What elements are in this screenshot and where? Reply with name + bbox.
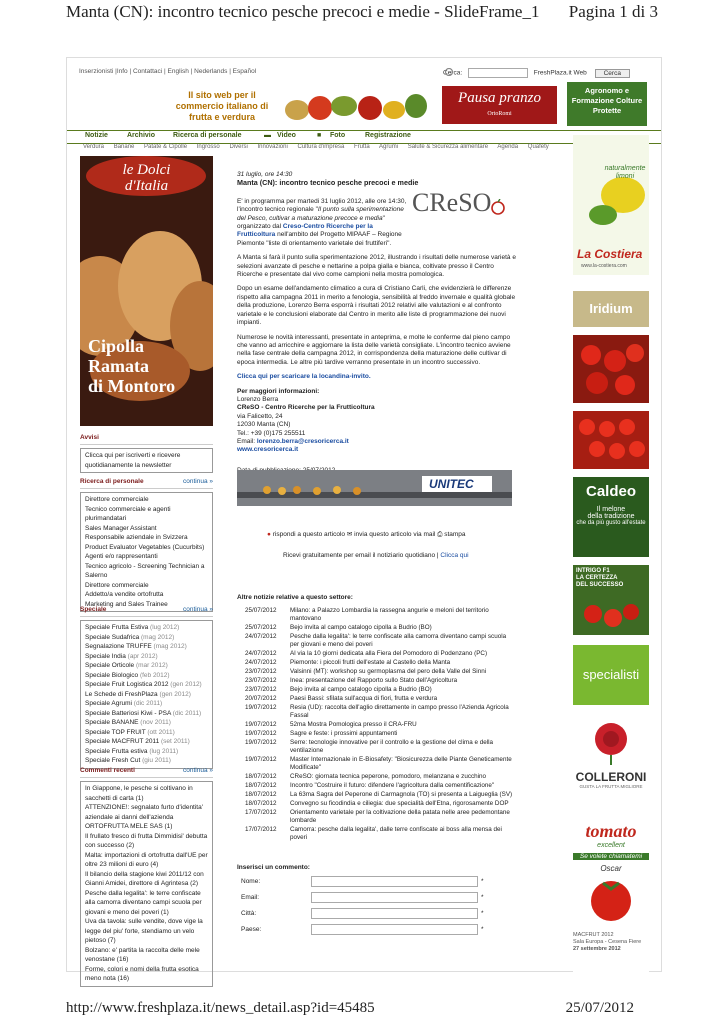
list-item[interactable]: 24/07/2012 Pesche dalla legalita': le terre confiscate alla camorra diventano campi scuola per giovani e meno dei poveri (245, 633, 507, 648)
list-item[interactable]: 19/07/2012 Sagre e feste: i prossimi appuntamenti (245, 730, 398, 737)
print-link[interactable]: stampa (444, 531, 466, 538)
website-link[interactable]: www.cresoricerca.it (237, 446, 299, 454)
pausa-pranzo-banner[interactable] (442, 86, 557, 124)
paese-label: Paese: (241, 926, 262, 933)
list-item[interactable]: Speciale Frutta Estiva (lug 2012) (85, 624, 180, 631)
list-item[interactable]: Sales Manager Assistant (85, 524, 157, 532)
dolci-line-2: Ramata (88, 356, 149, 376)
tomato-ad-1[interactable] (573, 335, 649, 403)
article-paragraph-1: E' in programma per martedi 31 luglio 2012, alle ore 14:30, l'incontro tecnico regionale "Il punto sulla sperimentazione del Pesco, cultivar a maturazione precoce e media" organizzato dal Creso-Centro Ricerche per la Frutticoltura nell'ambito del Progetto MIPAAF – Regione Piemonte "liste di orientamento varietale dei fruttiferi". (237, 197, 407, 247)
list-item[interactable]: 19/07/2012 52ma Mostra Pomologica presso il CRA-FRU (245, 721, 417, 728)
list-item[interactable]: Speciale Biologico (feb 2012) (85, 671, 170, 679)
caldeo-line-2: della tradizione (587, 513, 635, 520)
nav-foto[interactable]: Foto (330, 132, 346, 139)
nome-input[interactable] (311, 876, 478, 887)
list-item[interactable]: Agenti e/o rappresentanti (85, 553, 158, 560)
agronomo-banner[interactable] (567, 82, 647, 126)
list-item[interactable]: 23/07/2012 Inea: presentazione del Rapporto sullo Stato dell'Agricoltura (245, 677, 458, 684)
radio-web[interactable] (445, 68, 453, 76)
list-item[interactable]: Il frullato fresco di frutta Dimmidisi' debutta con successo (2) (85, 832, 208, 849)
agro-line-2: Formazione Colture (571, 96, 643, 105)
nome-required: * (481, 878, 484, 885)
costiera-ad[interactable] (573, 135, 649, 275)
colleroni-brand: COLLERONI (575, 770, 647, 784)
subnav-frutta[interactable]: Frutta (354, 144, 370, 150)
list-item[interactable]: Speciale Frutta estiva (lug 2011) (85, 747, 179, 755)
radio-freshplaza-label: FreshPlaza.it (533, 69, 572, 77)
specialisti-ad[interactable]: specialisti (573, 645, 649, 705)
list-item[interactable]: Direttore commerciale (85, 581, 149, 589)
list-item[interactable]: 18/07/2012 Incontro "Costruire il futuro: difendere l'agricoltura dalla cementificazione" (245, 782, 495, 789)
colleroni-ad[interactable] (573, 719, 649, 799)
list-item[interactable]: Direttore commerciale (85, 496, 149, 503)
caldeo-ad[interactable] (573, 477, 649, 557)
list-item[interactable]: Product Evaluator Vegetables (Cucurbits) (85, 543, 205, 551)
tomatoes-illustration (573, 592, 649, 638)
list-item[interactable]: Tecnico agricolo - Screening Technician a Salerno (85, 562, 205, 579)
tomato-icon (581, 873, 641, 923)
list-item[interactable]: ATTENZIONE!: segnalato furto d'identita' aziendale ai danni dell'azienda ORTOFRUTTA MELE SAS (1) (85, 804, 203, 830)
list-item[interactable]: Speciale Fruit Logistica 2012 (gen 2012) (85, 681, 202, 688)
locandina-link[interactable]: Clicca qui per scaricare la locandina-invito. (237, 373, 371, 381)
pausa-sub: OrtoRomi (487, 111, 512, 117)
print-icon: ⎙ (437, 531, 443, 538)
site-tagline: Il sito web per il commercio italiano di frutta e verdura (175, 90, 269, 122)
list-item[interactable]: Addetto/a vendite ortofrutta (85, 591, 164, 598)
camera-icon: ■ (317, 132, 322, 139)
subnav-patate[interactable]: Patate & Cipolle (144, 144, 188, 150)
freshplaza-page (66, 57, 662, 982)
subnav-agenda[interactable]: Agenda (497, 144, 519, 150)
list-item[interactable]: 18/07/2012 Convegno su ficodindia e ciliegia: due specialità dell'Etna, rigorosamente DOP (245, 800, 509, 807)
list-item[interactable]: 19/07/2012 Master Internazionale in E-Biosafety: "Biosicurezza delle Piante Geneticamente Modificate" (245, 756, 512, 771)
subnav-diversi[interactable]: Diversi (229, 144, 248, 150)
nav-registrazione[interactable]: Registrazione (365, 132, 411, 139)
costiera-url: www.la-costiera.com (581, 263, 627, 269)
article-paragraph-2: A Manta si farà il punto sulla sperimentazione 2012, illustrando i risultati delle numerose varietà e selezioni avanzate di pesche e nettarine a polpa gialla e bianca, coltivate presso il Centro Ricerche e presentate dal vivo come campioni nella mostra pomologica. (237, 254, 516, 279)
dolci-brand-1: le Dolci (122, 162, 171, 178)
subnav-innovazioni[interactable]: Innovazioni (257, 144, 288, 150)
colleroni-tagline: GUSTA LA FRUTTA MIGLIORE (579, 784, 643, 789)
newsletter-line (283, 552, 469, 559)
nav-ricerca-personale[interactable]: Ricerca di personale (173, 132, 242, 139)
speciale-title: Speciale (80, 606, 107, 613)
tomato-slogan: Se volete chiamatemi (573, 853, 649, 860)
tomato-oscar: Oscar (600, 864, 622, 873)
list-item[interactable]: Speciale Sudafrica (mag 2012) (85, 633, 175, 641)
caldeo-line-3: che da più gusto all'estate (576, 520, 646, 526)
agro-line-3: Protette (592, 106, 622, 115)
personale-box (80, 478, 213, 612)
list-item[interactable]: Speciale MACFRUT 2011 (set 2011) (85, 738, 190, 745)
list-item[interactable]: Speciale BANANE (nov 2011) (85, 719, 171, 726)
commenti-title: Commenti recenti (80, 767, 135, 774)
macfrut-line-3: 27 settembre 2012 (573, 946, 621, 952)
subnav-banane[interactable]: Banane (113, 144, 135, 150)
tomatoes-illustration (573, 411, 649, 469)
article-title: Manta (CN): incontro tecnico pesche precoci e medie (237, 178, 419, 188)
list-item[interactable]: 23/07/2012 Valsinni (MT): workshop su germoplasma del pero della Valle del Sinni (245, 668, 487, 675)
iridium-ad[interactable]: Iridium (573, 291, 649, 327)
intrigo-line-3: DEL SUCCESSO (576, 582, 624, 588)
article (237, 171, 517, 481)
list-item[interactable]: 20/07/2012 Paesi Bassi: sfilata sull'acqua di fiori, frutta e verdura (245, 695, 438, 702)
list-item[interactable]: 17/07/2012 Camorra: pesche dalla legalita', dalle terre confiscate ai boss alla mensa dei poveri (245, 826, 502, 841)
avvisi-newsletter-link[interactable]: Clicca qui per iscriverti e ricevere quotidianamente la newsletter (80, 448, 213, 473)
macfrut-line-1: MACFRUT 2012 (573, 932, 614, 938)
list-item[interactable]: Il bilancio della stagione kiwi 2011/12 con Gianni Amidei, direttore di Agrintesa (2) (85, 870, 204, 887)
mail-link[interactable]: invia questo articolo via mail (354, 531, 436, 538)
list-item[interactable]: Speciale Batteriosi Kiwi - PSA (dic 2011) (85, 709, 202, 717)
video-icon: ▬ (264, 132, 271, 139)
mail-icon: ✉ (346, 531, 353, 538)
list-item[interactable]: Tecnico commerciale e agenti plurimandatari (85, 505, 171, 522)
article-paragraph-3: Dopo un esame dell'andamento climatico a cura di Cristiano Carli, che evidenzierà le differenze rispetto alla campagna 2011 in merito a fenologia, sensibilità al freddo invernale e qualità globale della produzione, Lorenzo Berra esporrà i risultati 2012 relativi alle valutazioni e al confronto varietale e le conclusioni elaborate dal Centro in merito alle liste di programmazione dei nuovi impianti. (237, 285, 516, 327)
reply-icon: ● (267, 531, 271, 538)
list-item[interactable]: 18/07/2012 La 63ma Sagra del Peperone di Carmagnola (TO) si presenta a Laigueglia (SV) (245, 791, 513, 798)
list-item[interactable]: Responsabile aziendale in Svizzera (85, 534, 188, 541)
search-input[interactable] (468, 68, 528, 78)
personale-title: Ricerca di personale (80, 478, 144, 485)
pausa-title: Pausa pranzo (458, 90, 541, 106)
list-item[interactable]: 25/07/2012 Milano: a Palazzo Lombardia la rassegna angurie e meloni del territorio mantovano (245, 607, 489, 622)
tomato-brand: tomato (585, 821, 637, 841)
altre-list (245, 607, 515, 843)
nav-video[interactable]: Video (277, 132, 296, 139)
nav-notizie[interactable]: Notizie (85, 132, 108, 139)
comment-form-title: Inserisci un commento: (237, 864, 310, 871)
tomato-sub: excellent (597, 842, 625, 849)
personale-more-link[interactable]: continua » (183, 478, 213, 485)
vegetables-banner[interactable] (282, 84, 432, 124)
subnav-agrumi[interactable]: Agrumi (379, 144, 399, 150)
commenti-list (80, 781, 213, 987)
subnav-ingrosso[interactable]: Ingrosso (196, 144, 220, 150)
altre-title: Altre notizie relative a questo settore: (237, 594, 353, 601)
list-item[interactable]: 25/07/2012 Bejo invita al campo catalogo cipolla a Budrio (BO) (245, 624, 432, 631)
avvisi-title: Avvisi (80, 434, 99, 441)
intrigo-ad[interactable] (573, 565, 649, 635)
print-url: http://www.freshplaza.it/news_detail.asp?id=45485 (66, 1000, 375, 1016)
search-button[interactable]: Cerca (595, 69, 630, 78)
list-item[interactable]: 24/07/2012 Piemonte: i piccoli frutti dell'estate al Castello della Manta (245, 659, 451, 666)
newsletter-click-link[interactable]: Clicca qui (440, 552, 469, 559)
rose-icon (581, 719, 641, 765)
paese-required: * (481, 926, 484, 933)
costiera-slogan: naturalmente limoni (604, 165, 646, 180)
citta-input[interactable] (311, 908, 478, 919)
article-paragraph-4: Numerose le novità interessanti, presentate in anteprima, e molte le conferme dal pieno campo che vanno ad arricchire e aggiornare la lista delle varietà consigliate. L'incontro tecnico avviene nella fase centrale della campagna 2012, in corrispondenza della maturazione delle cultivar di epoca intermedia. Le altre più tardive verranno presentate in un incontro successivo. (237, 333, 511, 366)
top-links[interactable]: Inserzionisti |Info | Contattaci | English | Nederlands | Español (79, 68, 257, 75)
list-item[interactable]: Bolzano: e' partita la raccolta delle mele venostane (16) (85, 946, 200, 963)
email-label: Email: (241, 894, 260, 901)
list-item[interactable]: Forme, colori e nomi della frutta esotica meno nota (16) (85, 965, 199, 982)
print-date: 25/07/2012 (565, 1000, 634, 1016)
list-item[interactable]: Segnalazione TRUFFE (mag 2012) (85, 643, 187, 650)
tomatoes-illustration (573, 335, 649, 403)
print-page-number: Pagina 1 di 3 (568, 2, 658, 21)
nav-archivio[interactable]: Archivio (127, 132, 156, 139)
tomato-oscar-ad[interactable] (573, 813, 649, 973)
intrigo-line-2: LA CERTEZZA (576, 575, 618, 581)
radio-web-label: Web (573, 69, 587, 77)
creso-link[interactable]: Creso-Centro Ricerche per la Frutticoltura (237, 223, 373, 239)
list-item[interactable]: Speciale Orticole (mar 2012) (85, 662, 168, 669)
info-block: Per maggiori informazioni: Lorenzo Berra CReSO - Centro Ricerche per la Frutticoltura via Falicetto, 24 12030 Manta (CN) Tel.: +39 (0)175 255511 Email: lorenzo.berra@cresoricerca.it www.cresoricerca.it (237, 387, 375, 454)
apple-icon (491, 199, 505, 215)
subnav-salute[interactable]: Salute & Sicurezza alimentare (407, 144, 489, 150)
unitec-brand: UNITEC (429, 477, 474, 491)
article-actions (267, 530, 466, 539)
dolci-brand-2: d'Italia (124, 178, 169, 194)
list-item[interactable]: 17/07/2012 Orientamento varietale per la coltivazione della patata nelle aree pedemontane lombarde (245, 809, 510, 824)
speciale-box (80, 606, 213, 769)
commenti-box (80, 767, 213, 987)
newsletter-text: Ricevi gratuitamente per email il notiziario quotidiano | (283, 552, 439, 559)
list-item[interactable]: In Giappone, le pesche si coltivano in sacchetti di carta (1) (85, 785, 193, 802)
search-label: Cerca: (443, 69, 463, 77)
nome-label: Nome: (241, 878, 261, 885)
list-item[interactable]: Le Schede di FreshPlaza (gen 2012) (85, 690, 191, 698)
subnav-cultura[interactable]: Cultura d'impresa (297, 144, 345, 150)
tomato-ad-2[interactable] (573, 411, 649, 469)
print-title: Manta (CN): incontro tecnico pesche precoci e medie - SlideFrame_1 (66, 2, 540, 21)
list-item[interactable]: Speciale Agrumi (dic 2011) (85, 700, 163, 707)
speciale-more-link[interactable]: continua » (183, 606, 213, 613)
unitec-banner[interactable] (237, 470, 512, 506)
list-item[interactable]: Speciale TOP FRUIT (ott 2011) (85, 728, 175, 736)
list-item[interactable]: Speciale India (apr 2012) (85, 652, 158, 660)
article-date: 31 luglio, ore 14:30 (237, 171, 293, 178)
intrigo-line-1: INTRIGO F1 (576, 568, 610, 574)
dolci-italia-ad[interactable] (80, 156, 213, 426)
avvisi-box (80, 434, 213, 473)
macfrut-line-2: Sala Europa - Cesena Fiere (573, 939, 642, 945)
list-item[interactable]: 23/07/2012 Bejo invita al campo catalogo cipolla a Budrio (BO) (245, 686, 432, 693)
creso-logo: CReSO (412, 199, 512, 235)
list-item[interactable]: Malta: importazioni di ortofrutta dall'UE per oltre 23 milioni di euro (4) (85, 851, 208, 868)
agro-line-1: Agronomo e (584, 86, 630, 95)
costiera-brand: La Costiera (577, 247, 643, 261)
caldeo-brand: Caldeo (585, 483, 636, 500)
email-input[interactable] (311, 892, 478, 903)
list-item[interactable]: 19/07/2012 Resia (UD): raccolta dell'aglio direttamente in campo presso l'Azienda Agricola Fassal (245, 704, 509, 719)
list-item[interactable]: 24/07/2012 Al via la 10 giorni dedicata alla Fiera del Pomodoro di Podenzano (PC) (245, 650, 488, 657)
personale-list (80, 492, 213, 612)
citta-label: Città: (241, 910, 257, 917)
speciale-list (80, 620, 213, 769)
subnav-quafety[interactable]: Quafety (527, 144, 549, 150)
dolci-line-3: di Montoro (88, 376, 176, 396)
reply-link[interactable]: rispondi a questo articolo (272, 531, 346, 538)
list-item[interactable]: Uva da tavola: sulle vendite, dove vige la legge del piu' forte, stendiamo un velo pietoso (7) (85, 918, 203, 944)
commenti-more-link[interactable]: continua » (183, 767, 213, 774)
list-item[interactable]: Pesche dalla legalita': le terre confiscate alla camorra diventano campi scuola per giovani e meno dei poveri (1) (85, 889, 202, 916)
list-item[interactable]: Marketing and Sales Trainee (85, 600, 168, 608)
list-item[interactable]: Speciale Fresh Cut (giu 2011) (85, 757, 171, 764)
main-nav (67, 130, 661, 144)
subnav-verdura[interactable]: Verdura (83, 144, 105, 150)
caldeo-line-1: Il melone (596, 506, 626, 513)
list-item[interactable]: 18/07/2012 CReSO: giornata tecnica peperone, pomodoro, melanzana e zucchino (245, 773, 487, 780)
paese-input[interactable] (311, 924, 478, 935)
list-item[interactable]: 19/07/2012 Serre: tecnologie innovative per il controllo e la gestione del clima e della ventilazione (245, 739, 494, 754)
email-required: * (481, 894, 484, 901)
citta-required: * (481, 910, 484, 917)
print-header (0, 0, 724, 24)
sub-nav (83, 144, 557, 150)
email-link[interactable]: lorenzo.berra@cresoricerca.it (256, 437, 349, 445)
search-bar (443, 68, 630, 78)
dolci-line-1: Cipolla (88, 336, 145, 356)
